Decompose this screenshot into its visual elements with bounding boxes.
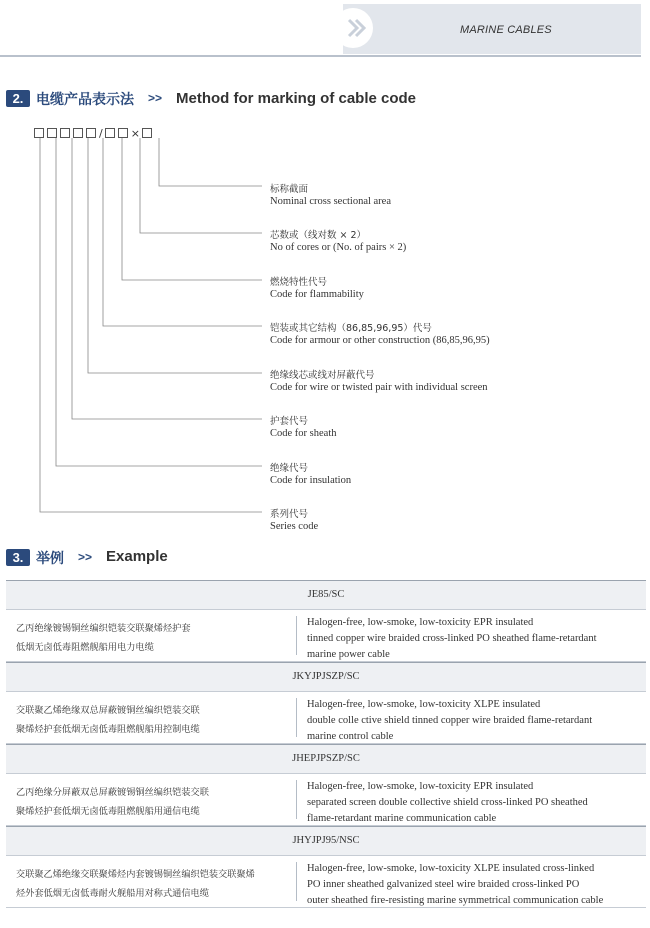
code-box (34, 128, 44, 138)
example-desc-en: Halogen-free, low-smoke, low-toxicity XLPE insulated double colle ctive shield tinned copper wire braided flame-retardant marine control cable (307, 699, 593, 742)
example-desc-cn: 交联聚乙烯绝缘双总屏蔽镀铜丝编织铠装交联 聚烯烃护套低烟无卤低毒阻燃舰船用控制电缆 (16, 705, 200, 735)
code-pattern (34, 126, 155, 140)
code-box (73, 128, 83, 138)
section-arrow: >> (78, 550, 93, 564)
legend-en: Code for sheath (270, 428, 337, 439)
legend-cn: 绝缘代号 (270, 463, 309, 474)
example-row (6, 692, 646, 744)
example-desc-en: Halogen-free, low-smoke, low-toxicity EPR insulated tinned copper wire braided cross-linked PO sheathed flame-retardant marine power cable (307, 617, 597, 660)
legend-cn: 护套代号 (270, 416, 309, 427)
example-row (6, 856, 646, 908)
legend-cn: 芯数或（线对数 × 2） (270, 230, 367, 241)
double-arrow-icon (346, 17, 370, 39)
code-times: × (130, 126, 140, 140)
legend-cn: 燃烧特性代号 (270, 277, 328, 288)
legend-en: Code for flammability (270, 289, 364, 300)
section-arrow: >> (148, 91, 163, 105)
example-code: JE85/SC (6, 580, 646, 610)
legend-cn: 铠装或其它结构（86,85,96,95）代号 (270, 323, 432, 334)
example-desc-cn: 乙丙绝缘分屏蔽双总屏蔽镀锡铜丝编织铠装交联 聚烯烃护套低烟无卤低毒阻燃舰船用通信电缆 (16, 787, 209, 817)
code-box (118, 128, 128, 138)
legend-en: Series code (270, 521, 319, 532)
legend-cn: 标称截面 (270, 184, 309, 195)
legend-en: No of cores or (No. of pairs × 2) (270, 242, 407, 253)
example-desc-cn: 交联聚乙烯绝缘交联聚烯烃内套镀锡铜丝编织铠装交联聚烯 烃外套低烟无卤低毒耐火舰船用对称式通信电缆 (16, 869, 255, 899)
code-box (60, 128, 70, 138)
header-title: MARINE CABLES (460, 24, 552, 36)
example-code: JHYJPJ95/NSC (6, 826, 646, 856)
section-number-badge: 3. (6, 549, 30, 566)
section-number-badge: 2. (6, 90, 30, 107)
legend-en: Code for insulation (270, 475, 352, 486)
code-box (86, 128, 96, 138)
code-box (142, 128, 152, 138)
header-divider (0, 55, 641, 57)
legend-cn: 绝缘线芯或线对屏蔽代号 (270, 370, 375, 381)
code-separator: / (99, 126, 103, 140)
section-title-cn: 电缆产品表示法 (36, 92, 134, 108)
example-row (6, 610, 646, 662)
code-box (105, 128, 115, 138)
example-desc-cn: 乙丙绝缘镀锡铜丝编织铠装交联聚烯烃护套 低烟无卤低毒阻燃舰船用电力电缆 (16, 623, 191, 653)
section-title-en: Example (106, 548, 168, 565)
example-desc-en: Halogen-free, low-smoke, low-toxicity EPR insulated separated screen double collective shield cross-linked PO sheathed flame-retardant marine communication cable (307, 781, 588, 824)
example-code: JHEPJPSZP/SC (6, 744, 646, 774)
legend-en: Code for wire or twisted pair with individual screen (270, 382, 488, 393)
legend-cn: 系列代号 (270, 509, 309, 520)
example-row (6, 774, 646, 826)
section-title-cn: 举例 (36, 551, 64, 567)
example-table (6, 580, 646, 908)
section-title-en: Method for marking of cable code (176, 90, 417, 107)
legend-en: Code for armour or other construction (86,85,96,95) (270, 335, 490, 346)
example-code: JKYJPJSZP/SC (6, 662, 646, 692)
example-desc-en: Halogen-free, low-smoke, low-toxicity XLPE insulated cross-linked PO inner sheathed galvanized steel wire braided cross-linked PO outer sheathed fire-resisting marine symmetrical communication cable (307, 863, 604, 906)
legend-en: Nominal cross sectional area (270, 196, 391, 207)
code-box (47, 128, 57, 138)
